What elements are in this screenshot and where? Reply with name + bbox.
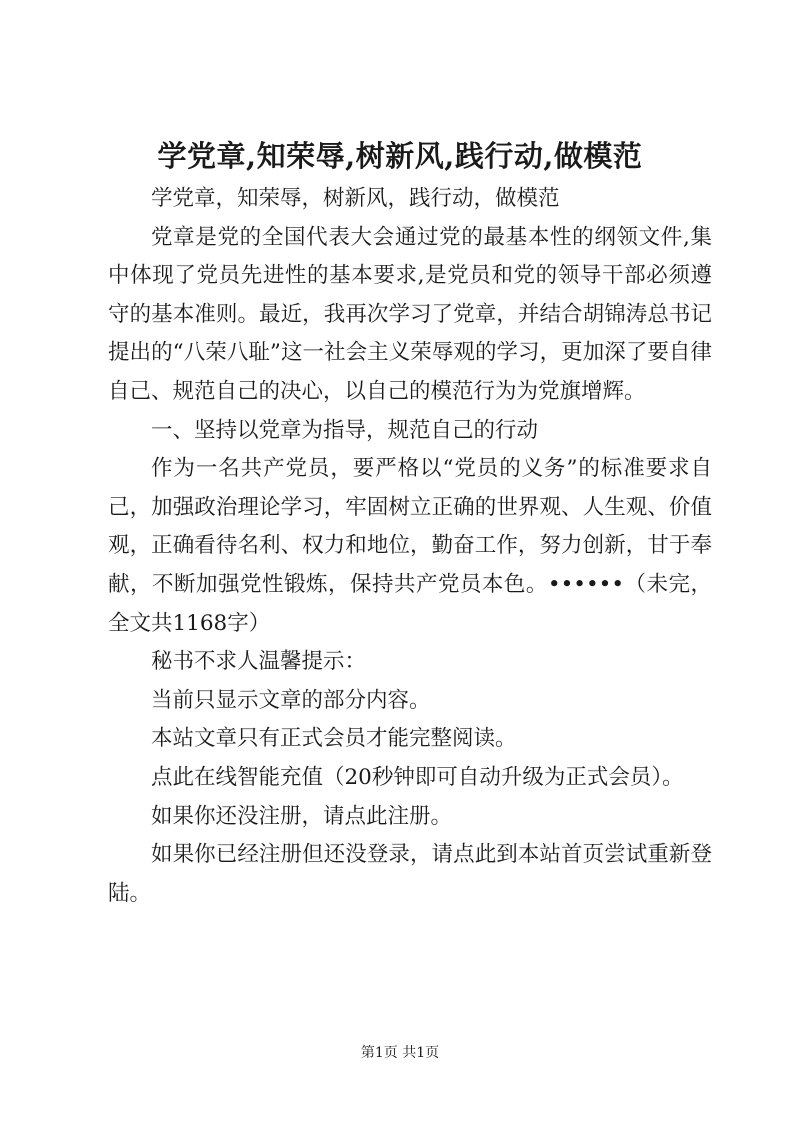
document-body bbox=[108, 180, 712, 913]
page-footer: 第1页 共1页 bbox=[360, 1045, 440, 1061]
section-paragraph: 作为一名共产党员，要严格以“党员的义务”的标准要求自己，加强政治理论学习，牢固树立正确的世界观、人生观、价值观，正确看待名利、权力和地位，勤奋工作，努力创新，甘于奉献，不断加强党性锻炼，保持共产党员本色。••••••（未完，全文共1168字） bbox=[108, 456, 712, 636]
subtitle-paragraph: 学党章，知荣辱，树新风，践行动，做模范 bbox=[151, 186, 560, 211]
intro-paragraph: 党章是党的全国代表大会通过党的最基本性的纲领文件,集中体现了党员先进性的基本要求,是党员和党的领导干部必须遵守的基本准则。最近，我再次学习了党章，并结合胡锦涛总书记提出的“八荣八耻”这一社会主义荣辱观的学习，更加深了要自律自己、规范自己的决心，以自己的模范行为为党旗增辉。 bbox=[108, 224, 712, 404]
notice-heading: 秘书不求人温馨提示： bbox=[151, 649, 367, 675]
recharge-link[interactable]: 点此在线智能充值（20秒钟即可自动升级为正式会员）。 bbox=[151, 764, 684, 790]
login-link[interactable]: 如果你已经注册但还没登录，请点此到本站首页尝试重新登陆。 bbox=[108, 842, 712, 906]
notice-partial-content: 当前只显示文章的部分内容。 bbox=[151, 687, 431, 713]
notice-members-only: 本站文章只有正式会员才能完整阅读。 bbox=[151, 726, 517, 752]
register-link[interactable]: 如果你还没注册，请点此注册。 bbox=[151, 803, 453, 829]
section-heading: 一、坚持以党章为指导，规范自己的行动 bbox=[151, 417, 539, 443]
document-title: 学党章,知荣辱,树新风,践行动,做模范 bbox=[157, 139, 643, 173]
